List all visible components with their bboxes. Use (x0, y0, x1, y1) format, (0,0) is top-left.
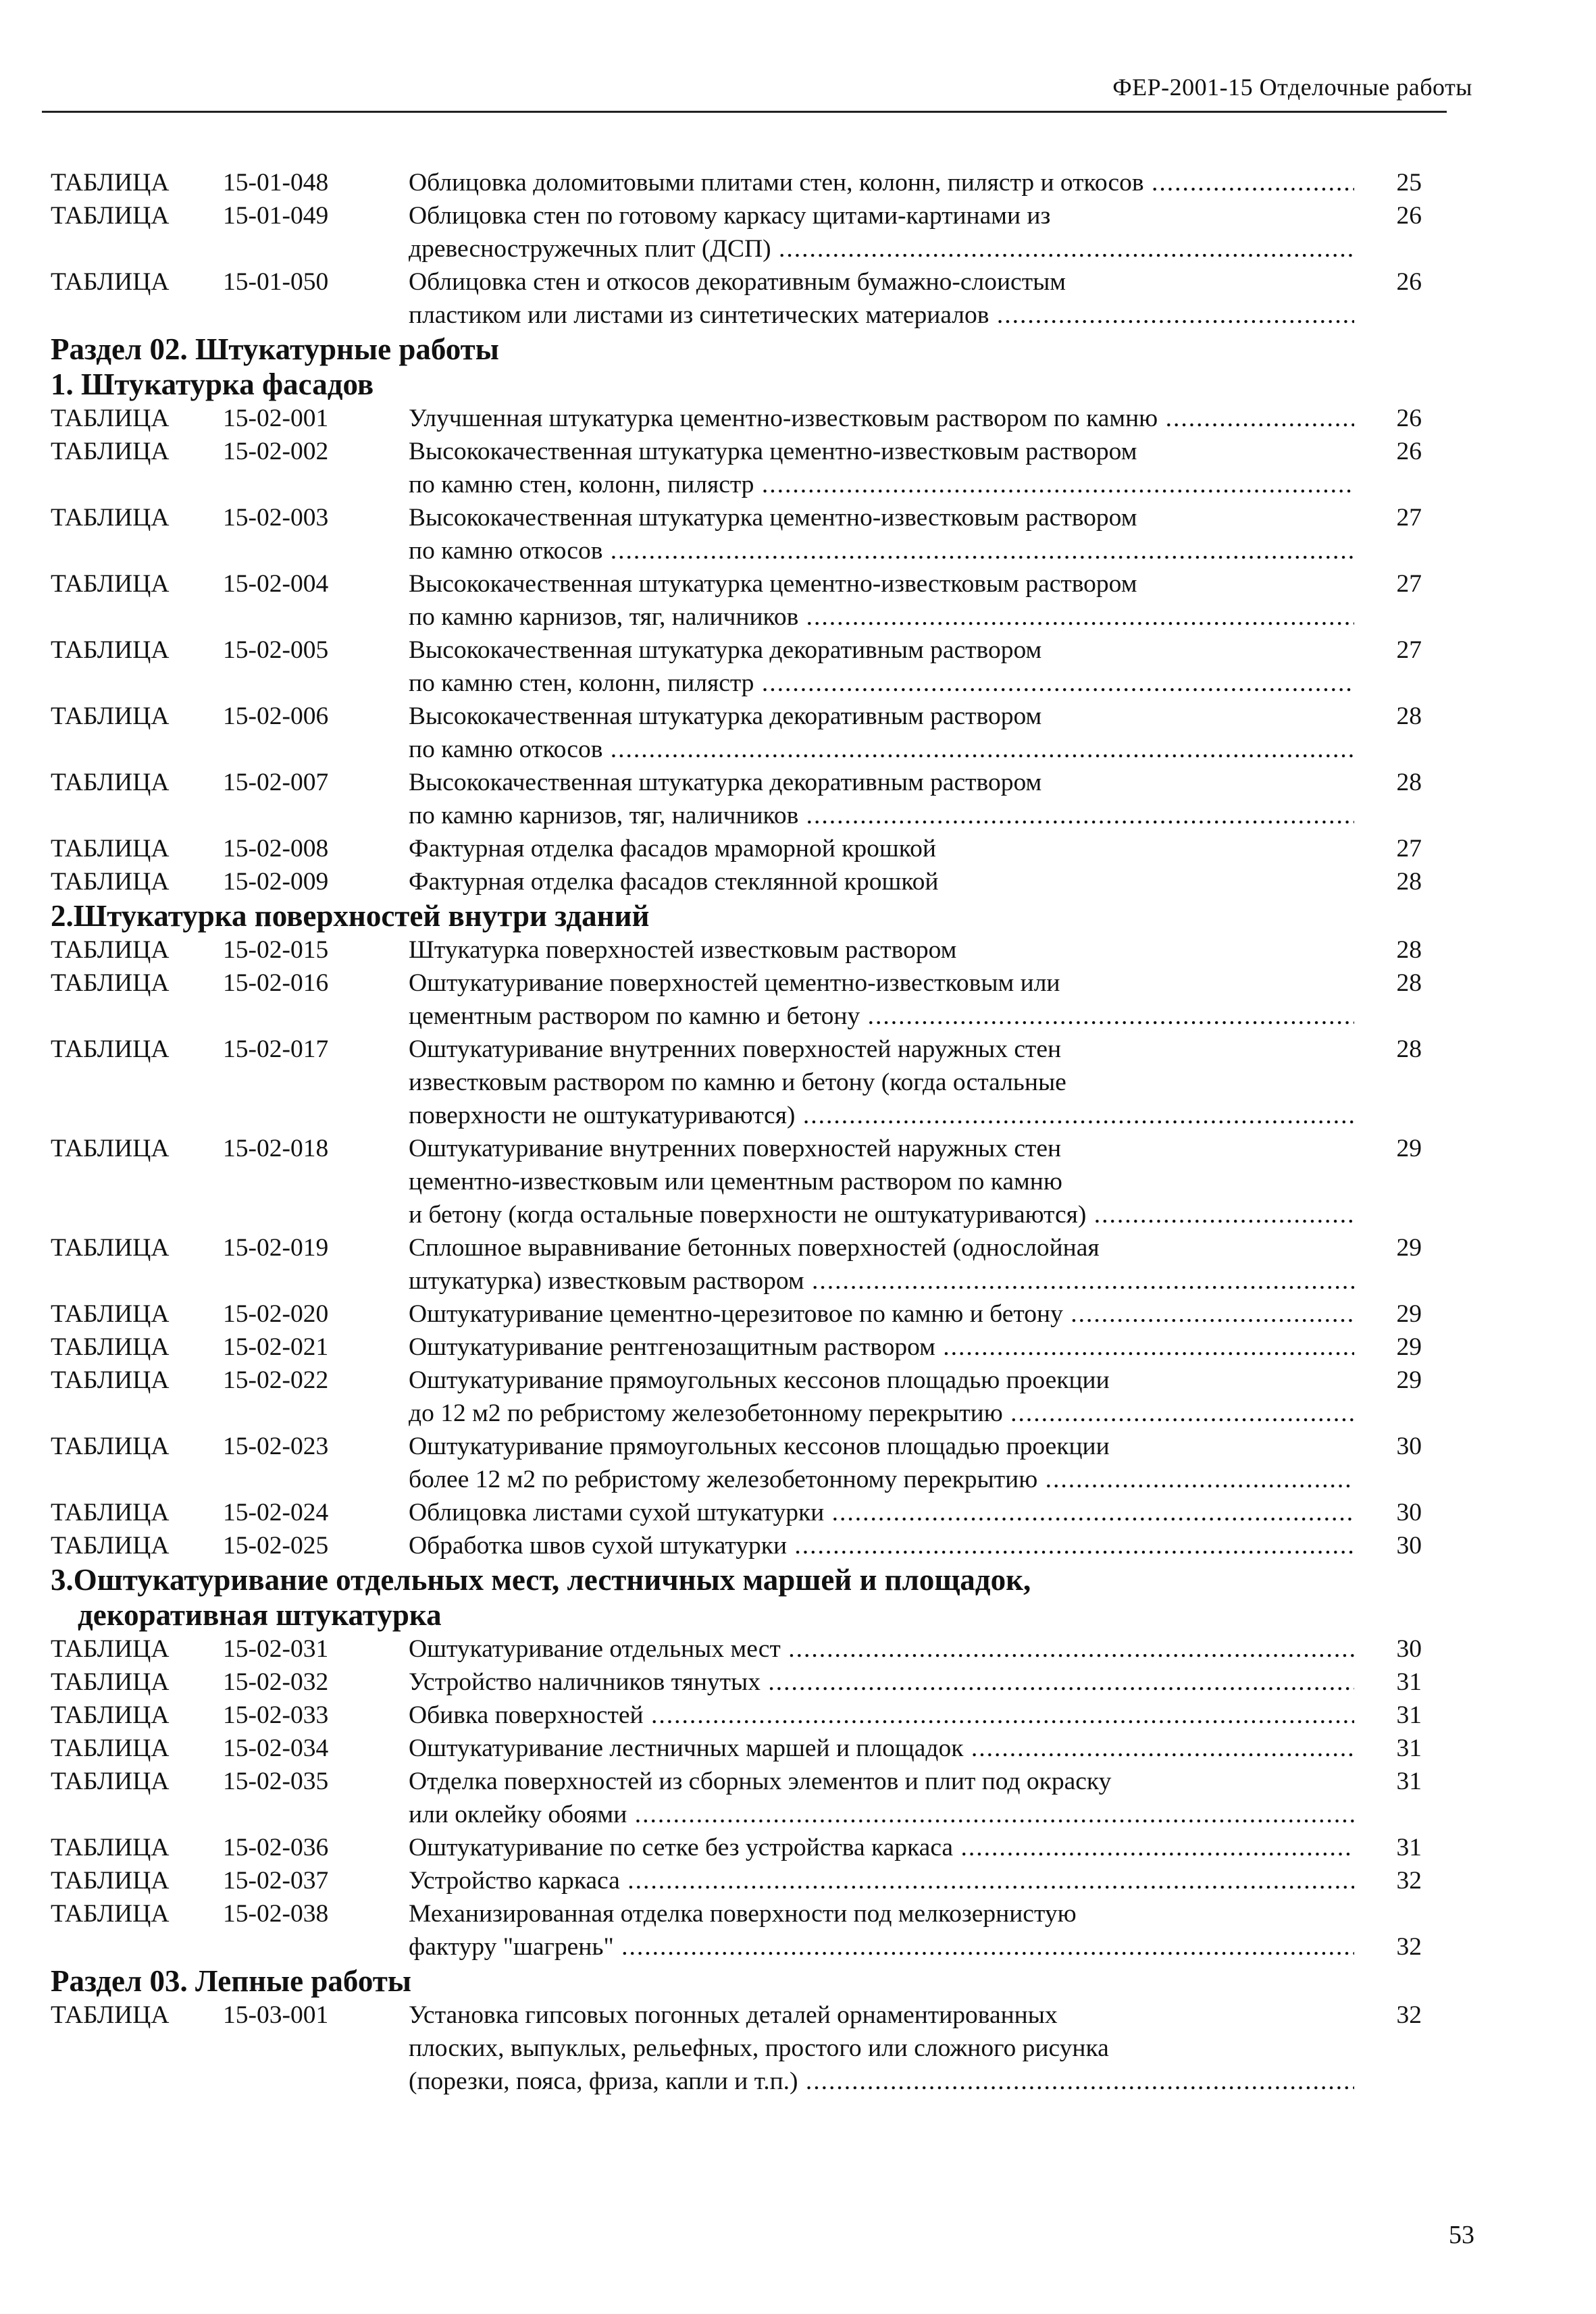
toc-entry[interactable] (51, 1765, 1442, 1831)
table-description (409, 1529, 1354, 1562)
table-code: 15-02-025 (223, 1532, 329, 1560)
description-line: (порезки, пояса, фриза, капли и т.п.) ..... (409, 2065, 1354, 2098)
table-description (409, 435, 1354, 501)
table-label: ТАБЛИЦА (51, 1366, 170, 1394)
page-ref: 31 (1396, 1668, 1422, 1696)
table-description (409, 1132, 1354, 1231)
description-line: по камню карнизов, тяг, наличников ..... (409, 600, 1354, 634)
description-line: Высококачественная штукатурка цементно-известковым раствором (409, 504, 1137, 532)
table-label: ТАБЛИЦА (51, 202, 170, 230)
page-ref: 31 (1396, 1734, 1422, 1762)
description-line: Обработка швов сухой штукатурки ..... (409, 1529, 1354, 1562)
description-line: Штукатурка поверхностей известковым раствором (409, 936, 957, 964)
page-ref: 31 (1396, 1768, 1422, 1795)
description-line: Облицовка листами сухой штукатурки ..... (409, 1496, 1354, 1529)
toc-entry[interactable] (51, 1897, 1442, 1963)
toc-entry[interactable] (51, 435, 1442, 501)
table-description (409, 1732, 1354, 1765)
table-code: 15-02-020 (223, 1300, 329, 1328)
table-description (409, 166, 1354, 199)
table-label: ТАБЛИЦА (51, 1532, 170, 1560)
description-line: Устройство наличников тянутых ..... (409, 1666, 1354, 1699)
page-ref: 32 (1396, 1933, 1422, 1961)
table-description (409, 1765, 1354, 1831)
description-line: по камню откосов ..... (409, 534, 1354, 567)
description-line: Оштукатуривание прямоугольных кессонов площадью проекции (409, 1433, 1110, 1460)
section-heading: декоративная штукатурка (78, 1598, 442, 1632)
table-description (409, 865, 1354, 898)
table-description (409, 1666, 1354, 1699)
description-line: штукатурка) известковым раствором ..... (409, 1264, 1354, 1297)
table-description (409, 766, 1354, 832)
page-ref: 29 (1396, 1300, 1422, 1328)
section-heading: 1. Штукатурка фасадов (51, 367, 374, 401)
description-line: по камню карнизов, тяг, наличников ..... (409, 799, 1354, 832)
table-code: 15-02-018 (223, 1135, 329, 1162)
toc-entry[interactable] (51, 501, 1442, 567)
description-line: цементным раствором по камню и бетону ..... (409, 1000, 1354, 1033)
table-code: 15-02-001 (223, 405, 329, 432)
description-line: Облицовка доломитовыми плитами стен, колонн, пилястр и откосов ..... (409, 166, 1354, 199)
table-code: 15-02-021 (223, 1333, 329, 1361)
page-ref: 30 (1396, 1532, 1422, 1560)
description-line: древесностружечных плит (ДСП) ..... (409, 232, 1354, 265)
section-heading: 3.Оштукатуривание отдельных мест, лестничных маршей и площадок, (51, 1563, 1031, 1597)
table-label: ТАБЛИЦА (51, 969, 170, 997)
page-ref: 29 (1396, 1333, 1422, 1361)
description-line: Оштукатуривание цементно-церезитовое по камню и бетону ..... (409, 1297, 1354, 1331)
table-description (409, 1231, 1354, 1297)
toc-entry[interactable] (51, 766, 1442, 832)
table-code: 15-01-049 (223, 202, 329, 230)
header-rule (42, 111, 1447, 113)
description-line: Высококачественная штукатурка цементно-известковым раствором (409, 570, 1137, 598)
toc-entry[interactable] (51, 1632, 1442, 1666)
description-line: Улучшенная штукатурка цементно-известковым раствором по камню ..... (409, 402, 1354, 435)
table-description (409, 1999, 1354, 2098)
table-code: 15-02-008 (223, 835, 329, 863)
page-ref: 26 (1396, 268, 1422, 296)
table-description (409, 634, 1354, 700)
page-ref: 28 (1396, 969, 1422, 997)
table-code: 15-02-002 (223, 438, 329, 465)
table-label: ТАБЛИЦА (51, 405, 170, 432)
page-ref: 31 (1396, 1834, 1422, 1861)
page-ref: 32 (1396, 1867, 1422, 1895)
table-code: 15-02-022 (223, 1366, 329, 1394)
description-line: Оштукатуривание рентгенозащитным раствором ..... (409, 1331, 1354, 1364)
table-code: 15-01-048 (223, 169, 329, 197)
page-ref: 28 (1396, 1035, 1422, 1063)
table-label: ТАБЛИЦА (51, 702, 170, 730)
toc-entry[interactable] (51, 567, 1442, 634)
page-ref: 26 (1396, 438, 1422, 465)
page-ref: 27 (1396, 570, 1422, 598)
description-line: Оштукатуривание отдельных мест ..... (409, 1632, 1354, 1666)
section-heading: Раздел 03. Лепные работы (51, 1964, 411, 1998)
toc-entry[interactable] (51, 265, 1442, 332)
table-code: 15-02-005 (223, 636, 329, 664)
description-line: Облицовка стен по готовому каркасу щитами-картинами из (409, 202, 1051, 230)
table-label: ТАБЛИЦА (51, 868, 170, 896)
page-ref: 28 (1396, 936, 1422, 964)
toc-entry[interactable] (51, 1699, 1442, 1732)
table-label: ТАБЛИЦА (51, 268, 170, 296)
toc-entry[interactable] (51, 1364, 1442, 1430)
toc-entry[interactable] (51, 402, 1442, 435)
page-number: 53 (1449, 2221, 1474, 2249)
description-line: Оштукатуривание внутренних поверхностей наружных стен (409, 1135, 1062, 1162)
running-header: ФЕР-2001-15 Отделочные работы (1112, 74, 1472, 101)
table-label: ТАБЛИЦА (51, 1867, 170, 1895)
description-line: по камню откосов ..... (409, 733, 1354, 766)
toc-entry[interactable] (51, 166, 1442, 199)
table-description (409, 265, 1354, 332)
toc-entry[interactable] (51, 1831, 1442, 1864)
page-ref: 30 (1396, 1433, 1422, 1460)
description-line: Оштукатуривание поверхностей цементно-известковым или (409, 969, 1060, 997)
page-ref: 25 (1396, 169, 1422, 197)
toc-entry[interactable] (51, 1666, 1442, 1699)
table-description (409, 567, 1354, 634)
description-line: Отделка поверхностей из сборных элементов и плит под окраску (409, 1768, 1112, 1795)
table-label: ТАБЛИЦА (51, 835, 170, 863)
table-description (409, 1033, 1354, 1132)
toc-entry[interactable] (51, 1231, 1442, 1297)
toc-entry[interactable] (51, 933, 1442, 967)
table-code: 15-02-024 (223, 1499, 329, 1526)
description-line: Высококачественная штукатурка декоративным раствором (409, 769, 1042, 796)
page-ref: 28 (1396, 868, 1422, 896)
page-ref: 31 (1396, 1701, 1422, 1729)
table-label: ТАБЛИЦА (51, 1734, 170, 1762)
table-label: ТАБЛИЦА (51, 1768, 170, 1795)
table-label: ТАБЛИЦА (51, 1234, 170, 1262)
page-ref: 29 (1396, 1234, 1422, 1262)
table-code: 15-03-001 (223, 2001, 329, 2029)
table-description (409, 1430, 1354, 1496)
table-description (409, 1496, 1354, 1529)
description-line: Фактурная отделка фасадов стеклянной крошкой (409, 868, 939, 896)
table-code: 15-02-036 (223, 1834, 329, 1861)
toc-entry[interactable] (51, 1999, 1442, 2098)
table-code: 15-02-016 (223, 969, 329, 997)
toc-entry[interactable] (51, 700, 1442, 766)
table-code: 15-02-032 (223, 1668, 329, 1696)
table-label: ТАБЛИЦА (51, 1834, 170, 1861)
description-line: Облицовка стен и откосов декоративным бумажно-слоистым (409, 268, 1066, 296)
table-code: 15-02-033 (223, 1701, 329, 1729)
table-label: ТАБЛИЦА (51, 570, 170, 598)
table-label: ТАБЛИЦА (51, 1668, 170, 1696)
table-label: ТАБЛИЦА (51, 169, 170, 197)
table-label: ТАБЛИЦА (51, 1135, 170, 1162)
table-code: 15-02-019 (223, 1234, 329, 1262)
table-description (409, 1831, 1354, 1864)
description-line: до 12 м2 по ребристому железобетонному перекрытию ..... (409, 1397, 1354, 1430)
description-line: более 12 м2 по ребристому железобетонному перекрытию ..... (409, 1463, 1354, 1496)
page-ref: 29 (1396, 1135, 1422, 1162)
table-code: 15-02-017 (223, 1035, 329, 1063)
toc-entry[interactable] (51, 1496, 1442, 1529)
description-line: Обивка поверхностей ..... (409, 1699, 1354, 1732)
page-ref: 28 (1396, 702, 1422, 730)
table-description (409, 1699, 1354, 1732)
description-line: фактуру "шагрень" ..... (409, 1930, 1354, 1963)
table-code: 15-02-006 (223, 702, 329, 730)
table-label: ТАБЛИЦА (51, 1900, 170, 1928)
page-ref: 30 (1396, 1499, 1422, 1526)
description-line: Фактурная отделка фасадов мраморной крошкой (409, 835, 936, 863)
page-ref: 26 (1396, 405, 1422, 432)
table-label: ТАБЛИЦА (51, 2001, 170, 2029)
table-label: ТАБЛИЦА (51, 636, 170, 664)
toc-entry[interactable] (51, 1430, 1442, 1496)
page-ref: 26 (1396, 202, 1422, 230)
table-label: ТАБЛИЦА (51, 1035, 170, 1063)
table-label: ТАБЛИЦА (51, 769, 170, 796)
description-line: Оштукатуривание лестничных маршей и площадок ..... (409, 1732, 1354, 1765)
description-line: плоских, выпуклых, рельефных, простого или сложного рисунка (409, 2034, 1109, 2062)
table-code: 15-02-007 (223, 769, 329, 796)
table-description (409, 1897, 1354, 1963)
table-code: 15-02-004 (223, 570, 329, 598)
table-label: ТАБЛИЦА (51, 1433, 170, 1460)
table-label: ТАБЛИЦА (51, 1300, 170, 1328)
table-description (409, 832, 1354, 865)
table-code: 15-01-050 (223, 268, 329, 296)
table-label: ТАБЛИЦА (51, 1499, 170, 1526)
table-code: 15-02-037 (223, 1867, 329, 1895)
table-description (409, 501, 1354, 567)
toc-entry[interactable] (51, 199, 1442, 265)
toc-entry[interactable] (51, 1732, 1442, 1765)
description-line: Сплошное выравнивание бетонных поверхностей (однослойная (409, 1234, 1100, 1262)
table-code: 15-02-023 (223, 1433, 329, 1460)
toc-entry[interactable] (51, 1033, 1442, 1132)
table-of-contents (51, 166, 1442, 2098)
table-description (409, 967, 1354, 1033)
section-heading: 2.Штукатурка поверхностей внутри зданий (51, 899, 650, 933)
table-label: ТАБЛИЦА (51, 504, 170, 532)
description-line: Высококачественная штукатурка декоративным раствором (409, 636, 1042, 664)
table-code: 15-02-031 (223, 1635, 329, 1663)
description-line: Установка гипсовых погонных деталей орнаментированных (409, 2001, 1058, 2029)
description-line: по камню стен, колонн, пилястр ..... (409, 667, 1354, 700)
table-label: ТАБЛИЦА (51, 1333, 170, 1361)
description-line: Оштукатуривание по сетке без устройства каркаса ..... (409, 1831, 1354, 1864)
section-heading: Раздел 02. Штукатурные работы (51, 332, 499, 366)
description-line: по камню стен, колонн, пилястр ..... (409, 468, 1354, 501)
description-line: Оштукатуривание прямоугольных кессонов площадью проекции (409, 1366, 1110, 1394)
table-code: 15-02-038 (223, 1900, 329, 1928)
toc-entry[interactable] (51, 1864, 1442, 1897)
table-code: 15-02-009 (223, 868, 329, 896)
toc-entry[interactable] (51, 1132, 1442, 1231)
description-line: или оклейку обоями ..... (409, 1798, 1354, 1831)
table-description (409, 1864, 1354, 1897)
table-label: ТАБЛИЦА (51, 438, 170, 465)
toc-entry[interactable] (51, 634, 1442, 700)
table-description (409, 1331, 1354, 1364)
toc-entry[interactable] (51, 1331, 1442, 1364)
table-description (409, 402, 1354, 435)
page-ref: 27 (1396, 504, 1422, 532)
description-line: пластиком или листами из синтетических материалов ..... (409, 299, 1354, 332)
table-description (409, 933, 1354, 967)
table-code: 15-02-015 (223, 936, 329, 964)
toc-entry[interactable] (51, 1529, 1442, 1562)
description-line: Высококачественная штукатурка цементно-известковым раствором (409, 438, 1137, 465)
page-ref: 27 (1396, 835, 1422, 863)
table-code: 15-02-035 (223, 1768, 329, 1795)
table-code: 15-02-034 (223, 1734, 329, 1762)
table-label: ТАБЛИЦА (51, 1701, 170, 1729)
description-line: и бетону (когда остальные поверхности не оштукатуриваются) ..... (409, 1198, 1354, 1231)
description-line: известковым раствором по камню и бетону (когда остальные (409, 1069, 1066, 1096)
description-line: поверхности не оштукатуриваются) ..... (409, 1099, 1354, 1132)
description-line: Устройство каркаса ..... (409, 1864, 1354, 1897)
table-label: ТАБЛИЦА (51, 936, 170, 964)
table-description (409, 1364, 1354, 1430)
description-line: цементно-известковым или цементным раствором по камню (409, 1168, 1062, 1195)
table-code: 15-02-003 (223, 504, 329, 532)
page-ref: 32 (1396, 2001, 1422, 2029)
toc-entry[interactable] (51, 1297, 1442, 1331)
table-description (409, 700, 1354, 766)
toc-entry[interactable] (51, 967, 1442, 1033)
table-label: ТАБЛИЦА (51, 1635, 170, 1663)
page-ref: 28 (1396, 769, 1422, 796)
page-ref: 29 (1396, 1366, 1422, 1394)
page-ref: 27 (1396, 636, 1422, 664)
table-description (409, 199, 1354, 265)
toc-entry[interactable] (51, 832, 1442, 865)
toc-entry[interactable] (51, 865, 1442, 898)
table-description (409, 1632, 1354, 1666)
description-line: Высококачественная штукатурка декоративным раствором (409, 702, 1042, 730)
description-line: Механизированная отделка поверхности под мелкозернистую (409, 1900, 1077, 1928)
description-line: Оштукатуривание внутренних поверхностей наружных стен (409, 1035, 1062, 1063)
page-ref: 30 (1396, 1635, 1422, 1663)
table-description (409, 1297, 1354, 1331)
